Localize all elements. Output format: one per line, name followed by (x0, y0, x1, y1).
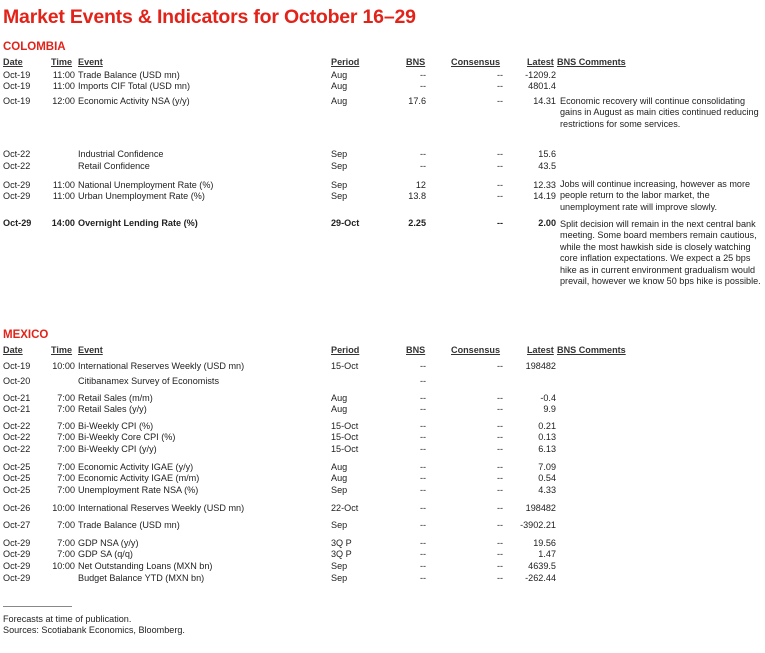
header-time: Time (51, 57, 73, 67)
cell-date: Oct-22 (3, 161, 31, 171)
cell-date: Oct-27 (3, 520, 31, 530)
section-mexico: MEXICO (3, 329, 49, 341)
table-row (0, 473, 765, 484)
cell-consensus: -- (496, 81, 503, 91)
cell-time: 11:00 (52, 70, 75, 80)
table-row (0, 432, 765, 443)
header-event: Event (78, 57, 103, 67)
cell-latest: 198482 (525, 361, 556, 371)
header-bns: BNS (406, 345, 426, 355)
cell-date: Oct-29 (3, 573, 31, 583)
cell-bns: -- (419, 404, 426, 414)
cell-time: 11:00 (52, 180, 75, 190)
cell-latest: 14.31 (533, 96, 556, 106)
cell-consensus: -- (496, 70, 503, 80)
cell-period: Sep (331, 520, 348, 530)
cell-event: Economic Activity IGAE (y/y) (78, 462, 194, 472)
cell-date: Oct-22 (3, 149, 31, 159)
cell-event: Citibanamex Survey of Economists (78, 376, 220, 386)
cell-time: 7:00 (57, 432, 75, 442)
cell-consensus: -- (496, 218, 503, 228)
cell-period: Aug (331, 404, 348, 414)
cell-period: Aug (331, 70, 348, 80)
cell-event: Trade Balance (USD mn) (78, 70, 180, 80)
cell-date: Oct-26 (3, 503, 31, 513)
cell-time: 7:00 (57, 444, 75, 454)
cell-period: 3Q P (331, 549, 352, 559)
cell-date: Oct-19 (3, 70, 31, 80)
cell-bns: -- (419, 81, 426, 91)
cell-date: Oct-29 (3, 538, 31, 548)
cell-date: Oct-29 (3, 218, 32, 228)
cell-latest: 14.19 (533, 191, 556, 201)
cell-consensus: -- (496, 404, 503, 414)
cell-time: 10:00 (52, 503, 75, 513)
cell-event: International Reserves Weekly (USD mn) (78, 503, 245, 513)
cell-bns: -- (419, 462, 426, 472)
header-bns: BNS (406, 57, 426, 67)
cell-period: Aug (331, 393, 348, 403)
cell-consensus: -- (496, 485, 503, 495)
cell-date: Oct-22 (3, 421, 31, 431)
cell-time: 11:00 (52, 81, 75, 91)
cell-event: Overnight Lending Rate (%) (78, 218, 198, 228)
header-event: Event (78, 345, 103, 355)
cell-latest: -1209.2 (525, 70, 556, 80)
cell-event: Economic Activity IGAE (m/m) (78, 473, 200, 483)
cell-time: 10:00 (52, 361, 75, 371)
cell-date: Oct-25 (3, 462, 31, 472)
cell-bns: 2.25 (408, 218, 426, 228)
cell-event: Budget Balance YTD (MXN bn) (78, 573, 205, 583)
comment-lending-rate: Split decision will remain in the next central bank meeting. Some board members remain cautious, while the most hawkish side is closely watching core inflation expectations. We expect a 25 bps hike as in current environment gradualism would prevail, however we know 50 bps hike is possible. (560, 219, 761, 287)
table-row (0, 538, 765, 549)
header-consensus: Consensus (451, 57, 501, 67)
cell-time: 7:00 (57, 462, 75, 472)
cell-event: Retail Sales (y/y) (78, 404, 147, 414)
cell-bns: -- (419, 421, 426, 431)
mexico-table-header (0, 345, 765, 356)
cell-date: Oct-29 (3, 561, 31, 571)
colombia-table-header (0, 57, 765, 68)
cell-bns: -- (419, 538, 426, 548)
cell-time: 10:00 (52, 561, 75, 571)
cell-time: 12:00 (52, 96, 75, 106)
header-time: Time (51, 345, 73, 355)
cell-consensus: -- (496, 573, 503, 583)
comment-unemployment: Jobs will continue increasing, however as more people return to the labor market, the unemployment rate will improve slowly. (560, 179, 751, 212)
cell-consensus: -- (496, 520, 503, 530)
cell-latest: -3902.21 (520, 520, 556, 530)
cell-period: 3Q P (331, 538, 352, 548)
table-row (0, 81, 765, 92)
cell-bns: 17.6 (408, 96, 426, 106)
cell-bns: 13.8 (408, 191, 426, 201)
cell-event: International Reserves Weekly (USD mn) (78, 361, 245, 371)
cell-period: Aug (331, 462, 348, 472)
table-row (0, 462, 765, 473)
cell-event: Retail Confidence (78, 161, 150, 171)
table-row (0, 421, 765, 432)
cell-latest: 19.56 (533, 538, 556, 548)
cell-event: Trade Balance (USD mn) (78, 520, 180, 530)
cell-time: 7:00 (57, 538, 75, 548)
cell-period: Aug (331, 81, 348, 91)
cell-bns: -- (419, 573, 426, 583)
cell-period: Aug (331, 96, 348, 106)
cell-period: 15-Oct (331, 361, 359, 371)
cell-date: Oct-21 (3, 393, 31, 403)
header-date: Date (3, 57, 23, 67)
cell-time: 7:00 (57, 421, 75, 431)
cell-bns: -- (419, 473, 426, 483)
table-row (0, 149, 765, 160)
cell-latest: 43.5 (538, 161, 556, 171)
cell-bns: -- (419, 432, 426, 442)
header-consensus: Consensus (451, 345, 501, 355)
cell-latest: 4639.5 (528, 561, 556, 571)
cell-consensus: -- (496, 96, 503, 106)
cell-consensus: -- (496, 393, 503, 403)
header-comments: BNS Comments (557, 57, 626, 67)
cell-event: Bi-Weekly CPI (%) (78, 421, 154, 431)
cell-period: Sep (331, 485, 348, 495)
cell-date: Oct-29 (3, 191, 31, 201)
cell-date: Oct-21 (3, 404, 31, 414)
table-row (0, 393, 765, 404)
cell-date: Oct-20 (3, 376, 31, 386)
cell-consensus: -- (496, 538, 503, 548)
cell-latest: 9.9 (543, 404, 556, 414)
cell-bns: -- (419, 503, 426, 513)
cell-period: Sep (331, 573, 348, 583)
cell-consensus: -- (496, 421, 503, 431)
cell-date: Oct-22 (3, 432, 31, 442)
cell-consensus: -- (496, 503, 503, 513)
cell-latest: -0.4 (540, 393, 556, 403)
cell-time: 7:00 (57, 549, 75, 559)
table-row (0, 520, 765, 531)
cell-time: 11:00 (52, 191, 75, 201)
comment-economic-activity: Economic recovery will continue consolidating gains in August as main cities continued reducing restrictions for some services. (560, 96, 759, 129)
cell-date: Oct-29 (3, 180, 31, 190)
cell-bns: -- (419, 161, 426, 171)
cell-bns: -- (419, 444, 426, 454)
cell-event: Industrial Confidence (78, 149, 164, 159)
cell-period: Aug (331, 473, 348, 483)
cell-latest: 0.54 (538, 473, 556, 483)
cell-latest: 0.13 (538, 432, 556, 442)
cell-latest: 15.6 (538, 149, 556, 159)
table-row (0, 561, 765, 572)
table-row (0, 549, 765, 560)
table-row (0, 161, 765, 172)
cell-time: 14:00 (51, 218, 75, 228)
cell-period: Sep (331, 149, 348, 159)
header-period: Period (331, 57, 360, 67)
cell-latest: 4.33 (538, 485, 556, 495)
cell-period: 15-Oct (331, 444, 359, 454)
table-row (0, 404, 765, 415)
cell-bns: -- (419, 376, 426, 386)
cell-bns: -- (419, 520, 426, 530)
cell-event: Net Outstanding Loans (MXN bn) (78, 561, 213, 571)
table-row (0, 444, 765, 455)
cell-consensus: -- (496, 462, 503, 472)
header-latest: Latest (527, 345, 554, 355)
cell-period: 29-Oct (331, 218, 360, 228)
cell-consensus: -- (496, 432, 503, 442)
cell-time: 7:00 (57, 404, 75, 414)
cell-latest: 12.33 (533, 180, 556, 190)
header-date: Date (3, 345, 23, 355)
cell-latest: 7.09 (538, 462, 556, 472)
cell-bns: -- (419, 549, 426, 559)
table-row (0, 503, 765, 514)
cell-date: Oct-25 (3, 473, 31, 483)
header-latest: Latest (527, 57, 554, 67)
cell-period: 15-Oct (331, 421, 359, 431)
cell-period: Sep (331, 191, 348, 201)
cell-date: Oct-25 (3, 485, 31, 495)
cell-event: GDP NSA (y/y) (78, 538, 139, 548)
cell-consensus: -- (496, 444, 503, 454)
cell-period: 15-Oct (331, 432, 359, 442)
table-row (0, 573, 765, 584)
cell-time: 7:00 (57, 393, 75, 403)
cell-consensus: -- (496, 361, 503, 371)
cell-period: Sep (331, 561, 348, 571)
cell-date: Oct-19 (3, 361, 31, 371)
cell-event: National Unemployment Rate (%) (78, 180, 214, 190)
cell-time: 7:00 (57, 473, 75, 483)
cell-time: 7:00 (57, 485, 75, 495)
cell-date: Oct-29 (3, 549, 31, 559)
cell-latest: -262.44 (525, 573, 556, 583)
section-colombia: COLOMBIA (3, 41, 66, 53)
cell-latest: 198482 (525, 503, 556, 513)
cell-consensus: -- (496, 180, 503, 190)
cell-event: Retail Sales (m/m) (78, 393, 153, 403)
cell-consensus: -- (496, 161, 503, 171)
table-row (0, 361, 765, 372)
cell-consensus: -- (496, 191, 503, 201)
cell-date: Oct-19 (3, 81, 31, 91)
cell-bns: -- (419, 149, 426, 159)
cell-event: Unemployment Rate NSA (%) (78, 485, 199, 495)
cell-date: Oct-19 (3, 96, 31, 106)
cell-bns: -- (419, 70, 426, 80)
cell-latest: 0.21 (538, 421, 556, 431)
cell-bns: -- (419, 361, 426, 371)
cell-latest: 2.00 (538, 218, 556, 228)
page-title: Market Events & Indicators for October 16–29 (3, 6, 416, 28)
cell-period: Sep (331, 180, 348, 190)
cell-period: Sep (331, 161, 348, 171)
cell-latest: 4801.4 (528, 81, 556, 91)
cell-time: 7:00 (57, 520, 75, 530)
cell-event: GDP SA (q/q) (78, 549, 133, 559)
cell-latest: 1.47 (538, 549, 556, 559)
cell-latest: 6.13 (538, 444, 556, 454)
table-row (0, 485, 765, 496)
cell-consensus: -- (496, 549, 503, 559)
cell-bns: -- (419, 393, 426, 403)
cell-bns: 12 (415, 180, 426, 190)
cell-consensus: -- (496, 149, 503, 159)
footnote-divider (3, 606, 72, 607)
cell-event: Economic Activity NSA (y/y) (78, 96, 190, 106)
header-comments: BNS Comments (557, 345, 626, 355)
cell-bns: -- (419, 561, 426, 571)
cell-date: Oct-22 (3, 444, 31, 454)
cell-event: Bi-Weekly Core CPI (%) (78, 432, 176, 442)
cell-event: Imports CIF Total (USD mn) (78, 81, 191, 91)
cell-event: Urban Unemployment Rate (%) (78, 191, 205, 201)
cell-bns: -- (419, 485, 426, 495)
cell-event: Bi-Weekly CPI (y/y) (78, 444, 157, 454)
cell-consensus: -- (496, 473, 503, 483)
cell-period: 22-Oct (331, 503, 359, 513)
cell-consensus: -- (496, 561, 503, 571)
table-row (0, 70, 765, 81)
footnote-forecasts: Forecasts at time of publication. (3, 614, 132, 624)
footnote-sources: Sources: Scotiabank Economics, Bloomberg. (3, 625, 185, 635)
table-row (0, 376, 765, 387)
header-period: Period (331, 345, 360, 355)
